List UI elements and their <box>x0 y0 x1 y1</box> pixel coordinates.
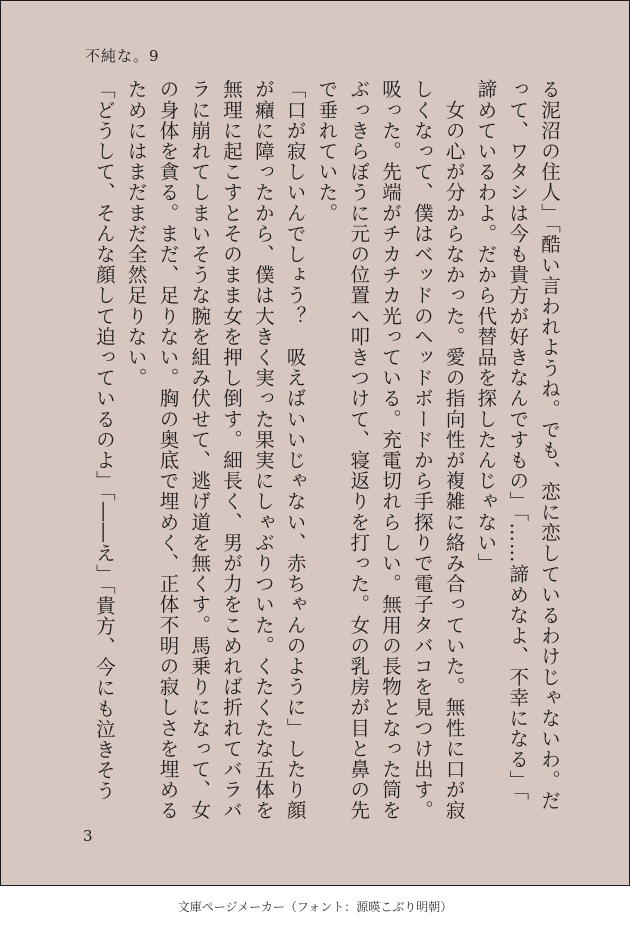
text-column: って、ワタシは今も貴方が好きなんですもの」「……諦めなよ、不幸になる」「 <box>506 79 530 802</box>
text-column: ためにはまだまだ全然足りない。 <box>124 79 148 388</box>
text-column: が癪に障ったから、僕は大きく実った果実にしゃぶりついた。くたくたな五体を <box>251 79 275 821</box>
text-column: 「口が寂しいんでしょう？ 吸えばいいじゃない、赤ちゃんのように」したり顔 <box>283 79 307 821</box>
text-column: しくなって、僕はベッドのヘッドボードから手探りで電子タバコを見つけ出す。 <box>410 79 434 821</box>
text-column: 「どうして、そんな顔して迫っているのよ」「――え」「貴方、今にも泣きそう <box>92 79 116 802</box>
page-header-title: 不純な。9 <box>85 47 160 65</box>
text-column: 女の心が分からなかった。愛の指向性が複雑に絡み合っていた。無性に口が寂 <box>442 79 466 821</box>
text-column: ぶっきらぼうに元の位置へ叩きつけて、寝返りを打った。女の乳房が目と鼻の先 <box>347 79 371 821</box>
text-column: の身体を貪る。まだ、足りない。胸の奥底で埋めく、正体不明の寂しさを埋める <box>156 79 180 821</box>
text-column: る泥沼の住人」「酷い言われようね。でも、恋に恋しているわけじゃないわ。だ <box>538 79 561 811</box>
vertical-body-text <box>88 79 565 821</box>
text-column: ラに崩れてしまいそうな腕を組み伏せて、逃げ道を無くす。馬乗りになって、女 <box>188 79 212 821</box>
text-column: 吸った。先端がチカチカ光っている。充電切れらしい。無用の長物となった筒を <box>379 79 403 821</box>
text-column: で垂れていた。 <box>315 79 339 224</box>
text-column: 無理に起こすとそのまま女を押し倒す。細長く、男が力をこめれば折れてバラバ <box>220 79 244 821</box>
text-column: 諦めているわよ。だから代替品を探したんじゃない」 <box>474 79 498 574</box>
footer-credit: 文庫ページメーカー（フォント：源暎こぶり明朝） <box>177 900 453 914</box>
page-number: 3 <box>83 827 93 845</box>
